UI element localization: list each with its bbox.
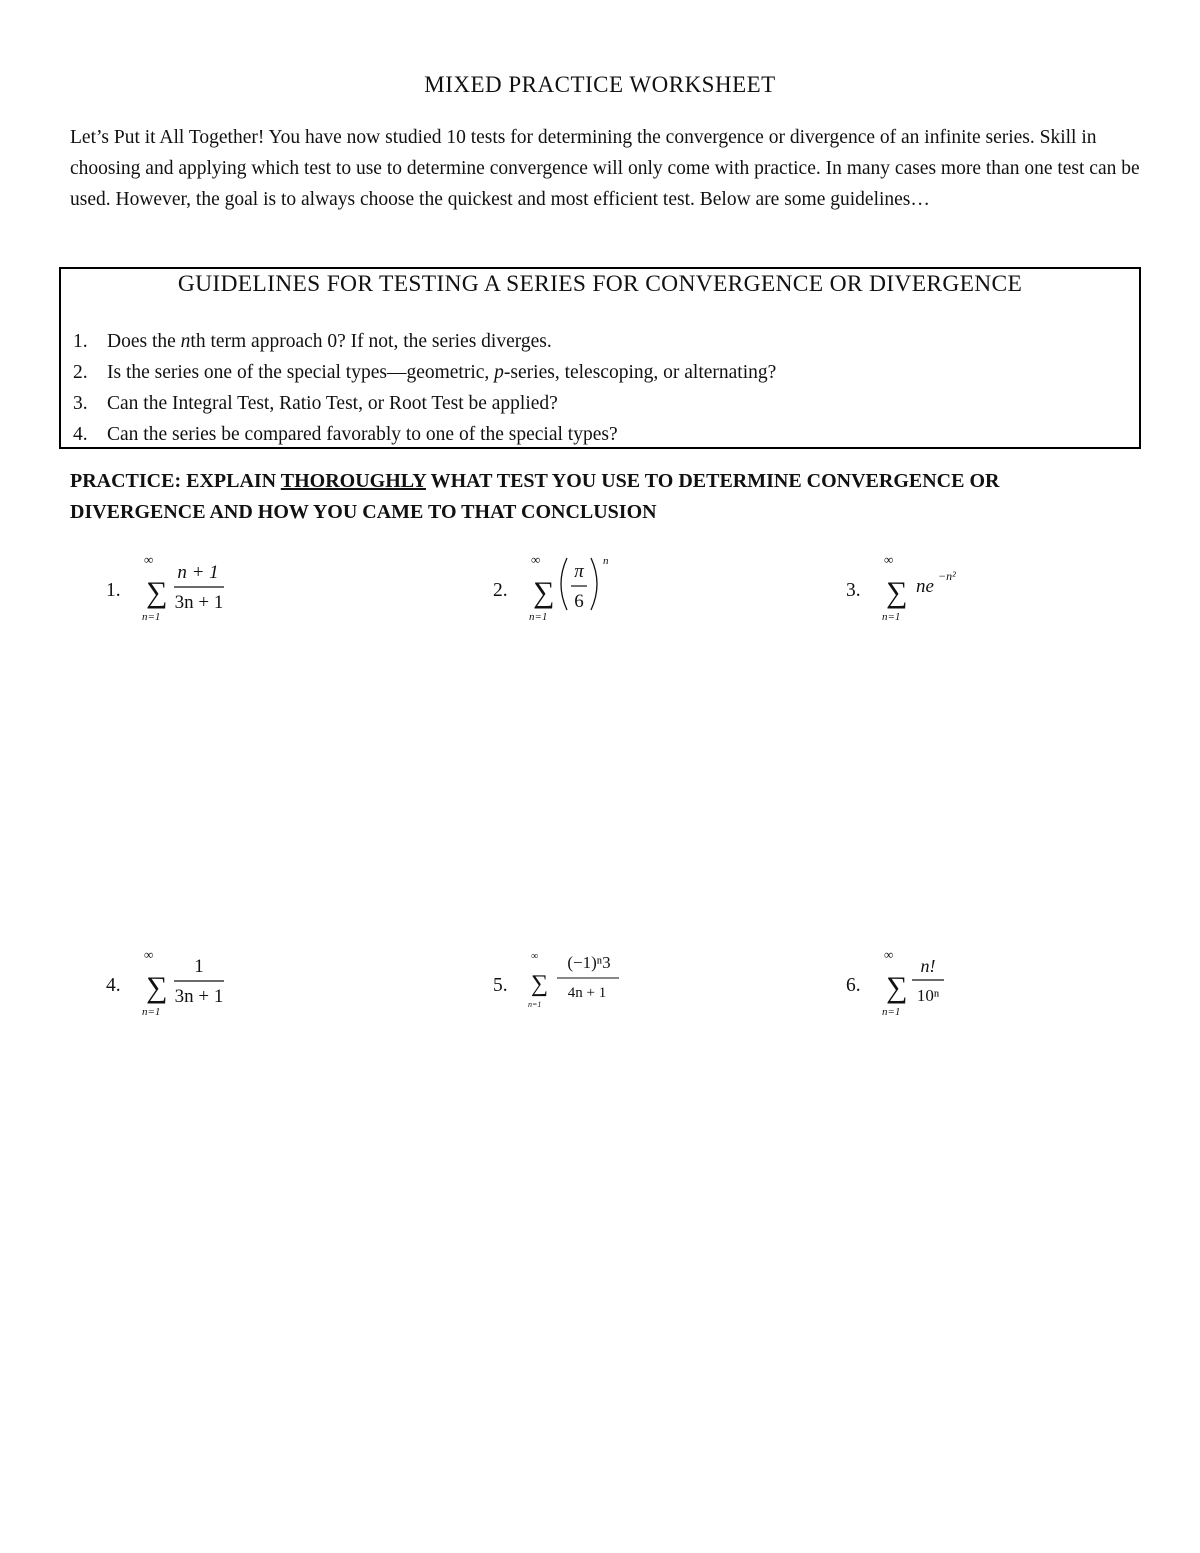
problem-number: 5.	[493, 975, 508, 996]
problem-number: 3.	[846, 580, 861, 601]
emphasis-underlined: THOROUGHLY	[280, 470, 426, 492]
problem-6	[846, 947, 1046, 1043]
guideline-item: 2. Is the series one of the special types—geometric, p-series, telescoping, or alternating?	[73, 362, 777, 383]
upper-limit: ∞	[884, 552, 894, 567]
problem-5	[493, 951, 693, 1043]
sigma-symbol: ∑	[533, 576, 555, 609]
guideline-item: 4. Can the series be compared favorably to one of the special types?	[73, 424, 618, 445]
numerator: π	[574, 561, 584, 582]
problem-number: 4.	[106, 975, 121, 996]
denominator: 3n + 1	[174, 986, 224, 1007]
worksheet-title: MIXED PRACTICE WORKSHEET	[424, 72, 776, 97]
denominator: 10ⁿ	[916, 986, 940, 1005]
sigma-symbol: ∑	[886, 971, 908, 1004]
lower-limit: n=1	[142, 1006, 161, 1018]
problem-number: 6.	[846, 975, 861, 996]
denominator: 6	[574, 591, 584, 612]
upper-limit: ∞	[531, 552, 541, 567]
problem-4	[106, 947, 306, 1043]
series-expression	[523, 552, 643, 630]
upper-limit: ∞	[144, 947, 154, 962]
sigma-symbol: ∑	[146, 576, 168, 609]
problem-number: 1.	[106, 580, 121, 601]
numerator: n + 1	[177, 562, 219, 583]
series-expression	[876, 947, 996, 1025]
series-expression	[523, 951, 643, 1025]
series-expression	[876, 552, 996, 630]
numerator: 1	[194, 956, 204, 977]
guidelines-box	[59, 267, 1141, 449]
numerator: (−1)ⁿ3	[567, 953, 611, 972]
sigma-symbol: ∑	[531, 971, 549, 997]
sigma-symbol: ∑	[146, 971, 168, 1004]
guideline-item: 3. Can the Integral Test, Ratio Test, or Root Test be applied?	[73, 393, 558, 414]
guidelines-heading: GUIDELINES FOR TESTING A SERIES FOR CONVERGENCE OR DIVERGENCE	[177, 271, 1023, 297]
exponent: −n²	[938, 569, 956, 583]
problem-2	[493, 552, 693, 648]
lower-limit: n=1	[882, 611, 901, 623]
problem-number: 2.	[493, 580, 508, 601]
lower-limit: n=1	[528, 1000, 542, 1009]
series-expression	[136, 947, 256, 1025]
series-expression	[136, 552, 256, 630]
problem-3	[846, 552, 1046, 648]
denominator: 3n + 1	[174, 592, 224, 613]
left-paren	[561, 558, 567, 610]
practice-instructions: PRACTICE: EXPLAIN THOROUGHLY WHAT TEST YOU USE TO DETERMINE CONVERGENCE OR DIVERGENCE AND HOW YOU CAME TO THAT CONCLUSION	[70, 470, 1000, 523]
intro-paragraph: Let’s Put it All Together! You have now studied 10 tests for determining the convergence or divergence of an infinite series. Skill in choosing and applying which test to use to determine convergence will only come with practice. In many cases more than one test can be used. However, the goal is to always choose the quickest and most efficient test. Below are some guidelines…	[70, 127, 1140, 210]
numerator: n!	[920, 956, 936, 976]
denominator: 4n + 1	[567, 985, 607, 1001]
right-paren	[591, 558, 597, 610]
lower-limit: n=1	[882, 1006, 901, 1018]
upper-limit: ∞	[144, 552, 154, 567]
upper-limit: ∞	[531, 951, 539, 962]
problem-1	[106, 552, 306, 648]
guidelines-list	[73, 326, 776, 450]
guideline-item: 1. Does the nth term approach 0? If not, the series diverges.	[73, 331, 552, 352]
upper-limit: ∞	[884, 947, 894, 962]
lower-limit: n=1	[529, 611, 548, 623]
lower-limit: n=1	[142, 611, 161, 623]
exponent: n	[603, 555, 609, 567]
term-base: ne	[916, 576, 934, 597]
sigma-symbol: ∑	[886, 576, 908, 609]
